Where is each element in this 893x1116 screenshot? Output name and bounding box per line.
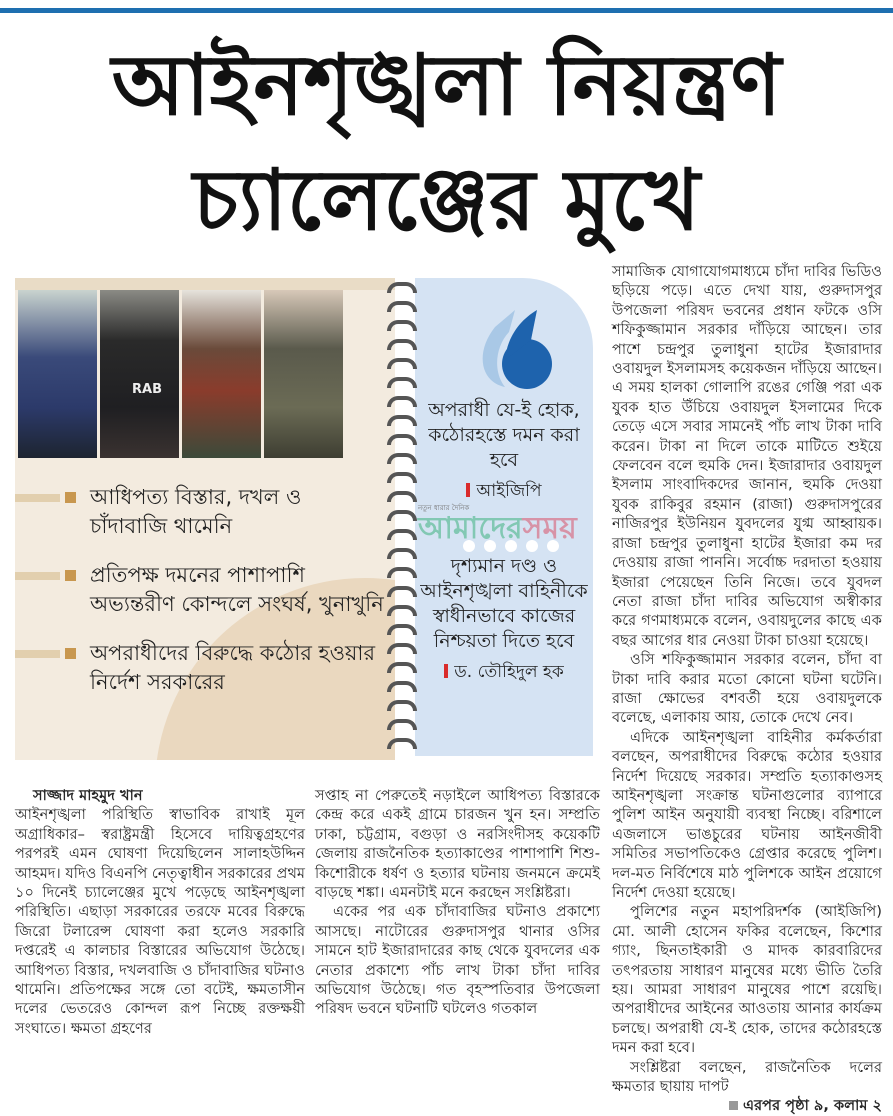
quote-igp xyxy=(415,398,593,504)
spiral-ring xyxy=(387,738,417,749)
paragraph: পুলিশের নতুন মহাপরিদর্শক (আইজিপি) মো. আলী হোসেন ফকির বলেছেন, কিশোর গ্যাং, ছিনতাইকারী ও মাদক কারবারিদের তৎপরতায় সাধারণ মানুষের মধ্যে ভীতি তৈরি হয়। আমরা সাধারণ মানুষের পাশে রয়েছি। অপরাধীদের আইনের আওতায় আনার কার্যক্রম চলছে। অপরাধী যে-ই হোক, তাদের কঠোরহস্তে দমন করা হবে। xyxy=(612,903,882,1057)
spiral-ring xyxy=(387,434,417,445)
article-column-2 xyxy=(315,786,600,1019)
spiral-ring xyxy=(387,301,417,312)
watermark-part1: আমাদের xyxy=(418,511,523,546)
bullet-bar xyxy=(15,572,60,580)
article-column-3 xyxy=(612,262,882,1116)
headline-line-2: চ্যালেঞ্জের মুখে xyxy=(193,150,700,249)
attribution-name: ড. তৌহিদুল হক xyxy=(454,662,564,682)
watermark-logo xyxy=(418,513,604,545)
bullet-square-icon xyxy=(65,492,76,503)
bullet-bar xyxy=(15,494,60,502)
byline: সাজ্জাদ মাহমুদ খান xyxy=(33,787,143,804)
paragraph: ওসি শফিকুজ্জামান সরকার বলেন, চাঁদা বা টাকা দাবি করার মতো কোনো ঘটনা ঘটেনি। রাজা ক্ষোভের বশবর্তী হয়ে ওবায়দুলকে বলেছে, এলাকায় আয়, তোকে দেখে নেব। xyxy=(612,651,882,727)
quote-text: দৃশ্যমান দণ্ড ও আইনশৃঙ্খলা বাহিনীকে স্বাধীনভাবে কাজের নিশ্চয়তা দিতে হবে xyxy=(420,555,588,652)
photo-police xyxy=(18,290,97,458)
spiral-ring xyxy=(387,567,417,578)
watermark xyxy=(418,504,604,545)
quote-attribution xyxy=(415,660,593,685)
rab-vest-text: RAB xyxy=(132,382,162,397)
square-icon xyxy=(729,1101,738,1110)
paragraph: একের পর এক চাঁদাবাজির ঘটনাও প্রকাশ্যে আসছে। নাটোরের গুরুদাসপুর থানার ওসির সামনে হাট ইজারাদারের কাছ থেকে যুবদলের এক নেতার প্রকাশ্যে পাঁচ লাখ টাকা চাঁদা দাবির অভিযোগ উঠেছে। গত বৃহস্পতিবার উপজেলা পরিষদ ভবনে ঘটনাটি ঘটলেও গতকাল xyxy=(315,903,600,1018)
attribution-marker-icon xyxy=(466,483,470,497)
key-point xyxy=(15,639,385,697)
quotation-mark-icon xyxy=(475,302,555,392)
attribution-name: আইজিপি xyxy=(476,481,542,501)
spiral-ring xyxy=(387,491,417,502)
quote-text: অপরাধী যে-ই হোক, কঠোরহস্তে দমন করা হবে xyxy=(428,399,580,471)
spiral-ring xyxy=(387,586,417,597)
spiral-ring xyxy=(387,339,417,350)
spiral-ring xyxy=(387,453,417,464)
spiral-ring xyxy=(387,529,417,540)
bullet-square-icon xyxy=(65,570,76,581)
spiral-ring xyxy=(387,377,417,388)
key-point xyxy=(15,561,385,619)
quote-expert xyxy=(415,554,593,685)
panel-band xyxy=(15,278,395,290)
spiral-ring xyxy=(387,681,417,692)
paragraph-text: সংশ্লিষ্টরা বলছেন, রাজনৈতিক দলের ক্ষমতার ছায়ায় দাপট xyxy=(612,1058,882,1096)
watermark-part2: সময় xyxy=(522,511,577,546)
key-points-list xyxy=(15,483,385,717)
continuation-link[interactable] xyxy=(711,1096,882,1115)
spiral-ring xyxy=(387,472,417,483)
spiral-ring xyxy=(387,624,417,635)
security-forces-photo xyxy=(18,290,343,458)
spiral-ring xyxy=(387,662,417,673)
spiral-ring xyxy=(387,719,417,730)
headline-line-1: আইনশৃঙ্খলা নিয়ন্ত্রণ xyxy=(111,35,782,134)
spiral-ring xyxy=(387,510,417,521)
spiral-ring xyxy=(387,282,417,293)
spiral-ring xyxy=(387,358,417,369)
infographic-left-panel xyxy=(15,278,395,760)
paragraph: আইনশৃঙ্খলা পরিস্থিতি স্বাভাবিক রাখাই মূল অগ্রাধিকার– স্বরাষ্ট্রমন্ত্রী হিসেবে দায়িত্বগ্রহণের পরপরই এমন ঘোষণা দিয়েছিলেন সালাহউদ্দিন আহমদ। যদিও বিএনপি নেতৃত্বাধীন সরকারের প্রথম ১০ দিনেই চ্যালেঞ্জের মুখে পড়েছে আইনশৃঙ্খলা পরিস্থিতি। এছাড়া সরকারের তরফে মবের বিরুদ্ধে জিরো টলারেন্স ঘোষণা করা হলেও সরকারি দপ্তরেই এ কালচার বিস্তারের অভিযোগ উঠেছে। আধিপত্য বিস্তার, দখলবাজি ও চাঁদাবাজির ঘটনাও থামেনি। প্রতিপক্ষের সঙ্গে তো বটেই, ক্ষমতাসীন দলের ভেতরেও কোন্দল রূপ নিচ্ছে রক্তক্ষয়ী সংঘাতে। ক্ষমতা গ্রহণের xyxy=(15,806,305,1037)
photo-rab xyxy=(100,290,179,458)
key-point-text: আধিপত্য বিস্তার, দখল ও চাঁদাবাজি থামেনি xyxy=(90,485,302,538)
paragraph: এদিকে আইনশৃঙ্খলা বাহিনীর কর্মকর্তারা বলছেন, অপরাধীদের বিরুদ্ধে কঠোর হওয়ার নির্দেশ দিয়েছে সরকার। সম্প্রতি হত্যাকাণ্ডসহ আইনশৃঙ্খলা সংক্রান্ত ঘটনাগুলোর ব্যাপারে পুলিশ আইন অনুযায়ী ব্যবস্থা নিচ্ছে। বরিশালে এজলাসে ভাঙচুরের ঘটনায় আইনজীবী সমিতির সভাপতিকেও গ্রেপ্তার করেছে পুলিশ। দল-মত নির্বিশেষে মাঠ পুলিশকে আইন প্রয়োগে নির্দেশ দেওয়া হয়েছে। xyxy=(612,728,882,901)
spiral-ring xyxy=(387,320,417,331)
key-point-text: অপরাধীদের বিরুদ্ধে কঠোর হওয়ার নির্দেশ সরকারের xyxy=(90,641,376,694)
bullet-square-icon xyxy=(65,648,76,659)
watermark-tagline: নতুন ধারার দৈনিক xyxy=(418,504,470,512)
continuation-text: এরপর পৃষ্ঠা ৯, কলাম ২ xyxy=(743,1097,882,1115)
spiral-ring xyxy=(387,415,417,426)
photo-bgb xyxy=(182,290,261,458)
paragraph: সামাজিক যোগাযোগমাধ্যমে চাঁদা দাবির ভিডিও ছড়িয়ে পড়ে। এতে দেখা যায়, গুরুদাসপুর উপজেলা পরিষদ ভবনের প্রধান ফটকে ওসি শফিকুজ্জামান সরকার দাঁড়িয়ে আছেন। তার পাশে চন্দ্রপুর তুলাধুনা হাটের ইজারাদার ওবায়দুল ইসলামসহ কয়েকজন দাঁড়িয়ে আছেন। এ সময় হালকা গোলাপি রঙের গেঞ্জি পরা এক যুবক হাত উঁচিয়ে ওবায়দুল ইসলামের দিকে তেড়ে এসে সবার সামনেই পাঁচ লাখ টাকা দাবি করেন। টাকা না দিলে তাকে মাটিতে শুইয়ে ফেলবেন বলে হুমকি দেন। ইজারাদার ওবায়দুল ইসলাম সাংবাদিকদের জানান, হুমকি দেওয়া যুবক রাকিবুর রহমান (রাজা) গুরুদাসপুরের নাজিরপুর ইউনিয়ন যুবদলের যুগ্ম আহ্বায়ক। রাজা চন্দ্রপুর তুলাধুনা হাটের ইজারা কম দর দেওয়ায় রাজা পাননি। সর্বোচ্চ দরদাতা হওয়ায় ইজারা পেয়েছেন তিনি নিজে। তবে যুবদল নেতা রাজা চাঁদা দাবির অভিযোগ অস্বীকার করে গণমাধ্যমকে বলেন, ওবায়দুলের কাছে এক বছর আগের ধার নেওয়া টাকা চাওয়া হয়েছে। xyxy=(612,263,882,649)
spiral-ring xyxy=(387,700,417,711)
spiral-ring xyxy=(387,548,417,559)
quote-attribution xyxy=(415,479,593,504)
key-point-text: প্রতিপক্ষ দমনের পাশাপাশি অভ্যন্তরীণ কোন্দলে সংঘর্ষ, খুনাখুনি xyxy=(90,563,384,616)
spiral-ring xyxy=(387,643,417,654)
article-column-1 xyxy=(15,786,305,1038)
photo-army xyxy=(264,290,343,458)
bullet-bar xyxy=(15,650,60,658)
spiral-ring xyxy=(387,605,417,616)
paragraph xyxy=(612,1058,882,1115)
attribution-marker-icon xyxy=(444,664,448,678)
top-rule xyxy=(0,8,893,13)
paragraph: সপ্তাহ না পেরুতেই নড়াইলে আধিপত্য বিস্তারকে কেন্দ্র করে একই গ্রামে চারজন খুন হন। সম্প্রতি ঢাকা, চট্টগ্রাম, বগুড়া ও নরসিংদীসহ কয়েকটি জেলায় রাজনৈতিক হত্যাকাণ্ডের পাশাপাশি শিশু-কিশোরীকে ধর্ষণ ও হত্যার ঘটনায় জনমনে ক্রমেই বাড়ছে শঙ্কা। এমনটাই মনে করছেন সংশ্লিষ্টরা। xyxy=(315,787,600,902)
spiral-ring xyxy=(387,396,417,407)
key-point xyxy=(15,483,385,541)
